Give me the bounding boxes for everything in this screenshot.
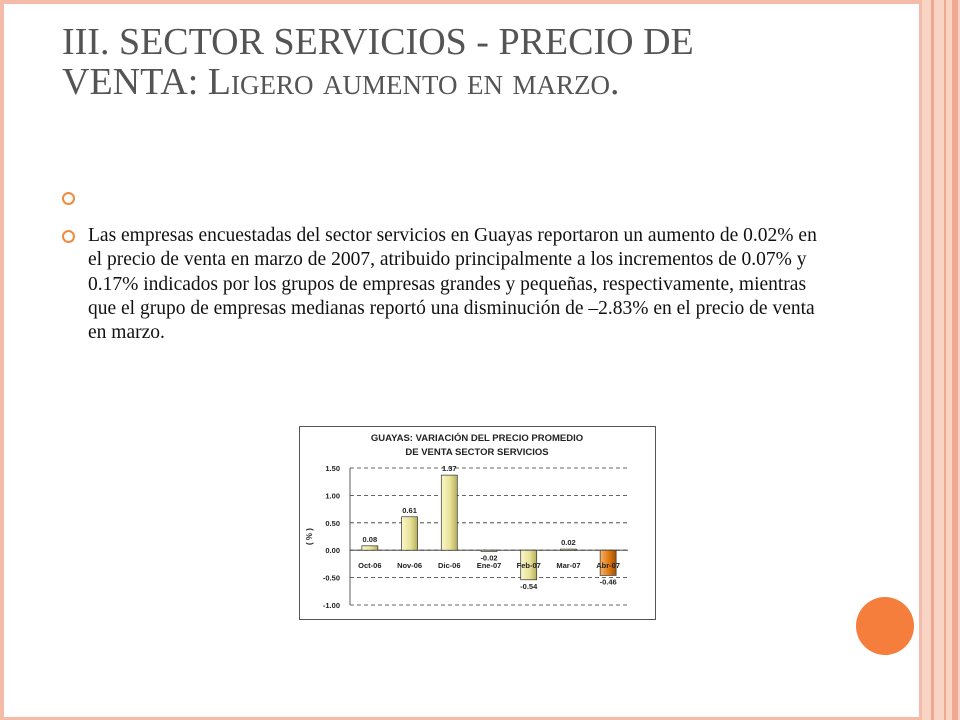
chart-title-line-1: GUAYAS: VARIACIÓN DEL PRECIO PROMEDIO — [370, 433, 584, 444]
body-paragraph: Las empresas encuestadas del sector servicios en Guayas reportaron un aumento de 0.02% en el precio de venta en marzo de 2007, atribuido principalmente a los incrementos de 0.07% y 0.17% indicados por los grupos de empresas grandes y pequeñas, respectivamente, mientras que el grupo de empresas medianas reportó una disminución de –2.83% en el precio de venta en marzo. — [88, 225, 817, 344]
x-tick-label: Nov-06 — [397, 561, 423, 571]
data-label: 0.02 — [561, 538, 576, 548]
y-tick-label: 1.00 — [325, 491, 340, 501]
decorative-orange-circle — [856, 597, 914, 655]
y-tick-label: -1.00 — [322, 601, 340, 610]
data-label: -0.46 — [599, 577, 617, 587]
bar-nov-06 — [402, 517, 418, 550]
bar-dic-06 — [441, 475, 457, 550]
x-tick-label: Abr-07 — [596, 561, 621, 571]
y-axis-label: ( % ) — [305, 528, 314, 545]
y-tick-label: 1.50 — [325, 464, 340, 473]
title-subtitle: Ligero aumento en marzo. — [207, 61, 620, 103]
y-tick-label: -0.50 — [322, 573, 340, 583]
data-label: -0.54 — [520, 581, 538, 591]
bar-ene-07 — [481, 550, 497, 551]
right-stripe-2 — [944, 0, 946, 720]
x-tick-label: Dic-06 — [438, 561, 461, 571]
chart-title-line-2: DE VENTA SECTOR SERVICIOS — [405, 447, 549, 458]
frame-top — [0, 0, 922, 4]
bar-chart — [300, 427, 655, 619]
x-tick-label: Feb-07 — [516, 561, 541, 571]
data-label: -0.02 — [480, 553, 498, 563]
bullet-icon — [62, 230, 75, 243]
data-label: 1.37 — [441, 464, 457, 474]
x-tick-label: Mar-07 — [556, 561, 581, 571]
frame-left — [0, 0, 4, 720]
slide-title-line-1: III. SECTOR SERVICIOS - PRECIO DE — [62, 21, 694, 63]
data-label: 0.61 — [402, 505, 417, 515]
title-prefix: VENTA: — [62, 61, 208, 103]
right-stripe-1 — [931, 0, 934, 720]
y-tick-label: 0.00 — [325, 546, 340, 556]
y-tick-label: 0.50 — [325, 518, 340, 528]
bullet-icon — [62, 192, 75, 205]
data-label: 0.08 — [362, 534, 378, 544]
chart-container — [299, 426, 656, 620]
x-tick-label: Oct-06 — [358, 561, 382, 571]
x-tick-label: Ene-07 — [476, 561, 502, 571]
bar-mar-07 — [560, 549, 576, 550]
right-stripe-3 — [952, 0, 958, 720]
bar-oct-06 — [362, 546, 378, 550]
slide-title-line-2 — [62, 62, 619, 102]
